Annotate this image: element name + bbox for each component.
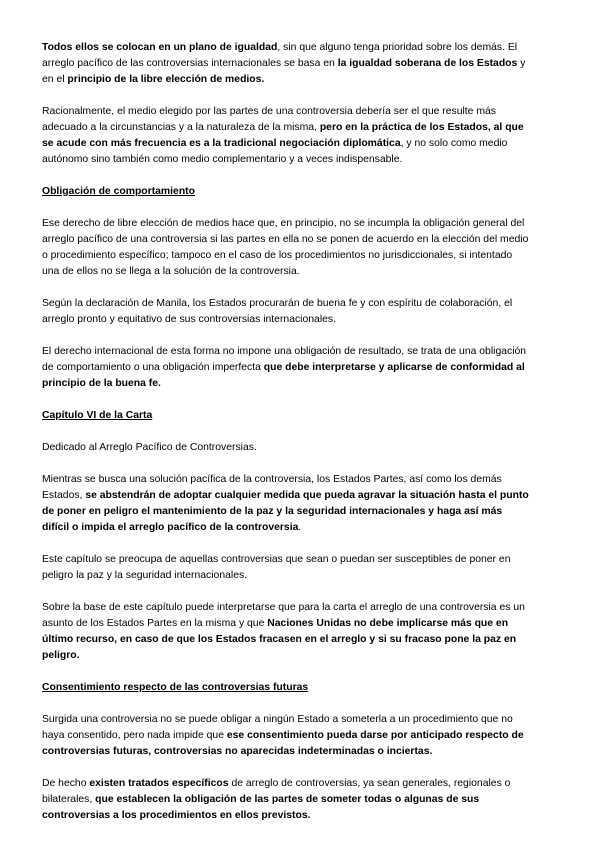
bold-text-run: la igualdad soberana de los Estados: [337, 58, 518, 69]
section-heading: Obligación de comportamiento: [42, 186, 195, 197]
paragraph: [42, 552, 532, 584]
text-run: , y no solo como medio autónomo sino también como medio complementario y a veces indispensable.: [42, 138, 508, 165]
bold-text-run: que debe interpretarse y aplicarse de conformidad al principio de la buena fe.: [42, 362, 525, 389]
bold-text-run: que establecen la obligación de las partes de someter todas o algunas de sus controversias a los procedimientos en ellos previstos.: [42, 794, 480, 821]
text-run: Este capítulo se preocupa de aquellas controversias que sean o puedan ser susceptibles de poner en peligro la paz y la seguridad internacionales.: [42, 554, 511, 581]
text-run: Mientras se busca una solución pacífica de la controversia, los Estados Partes, así como los demás Estados,: [42, 474, 502, 501]
text-run: Sobre la base de este capítulo puede interpretarse que para la carta el arreglo de una controversia es un asunto de los Estados Partes en la misma y que: [42, 602, 525, 629]
bold-text-run: ese consentimiento pueda darse por anticipado respecto de controversias futuras, controversias no aparecidas indeterminadas o inciertas.: [42, 730, 524, 757]
paragraph: [42, 344, 532, 392]
bold-text-run: principio de la libre elección de medios.: [67, 74, 265, 85]
bold-text-run: existen tratados específicos: [89, 778, 229, 789]
paragraph: [42, 216, 532, 280]
text-run: De hecho: [42, 778, 90, 789]
paragraph: [42, 440, 532, 456]
section-heading: Consentimiento respecto de las controversias futuras: [42, 682, 309, 693]
text-run: Dedicado al Arreglo Pacífico de Controversias.: [42, 442, 257, 453]
bold-text-run: Naciones Unidas no debe implicarse más que en último recurso, en caso de que los Estados fracasen en el arreglo y si su fracaso pone la paz en peligro.: [42, 618, 517, 661]
text-run: Ese derecho de libre elección de medios hace que, en principio, no se incumpla la obligación general del arreglo pacífico de una controversia si las partes en ella no se ponen de acuerdo en la elección del medio o procedimiento específico; tampoco en el caso de los procedimientos no jurisdiccionales, si intentado una de ellos no se llega a la solución de la controversia.: [42, 218, 529, 277]
text-run: de arreglo de controversias, ya sean generales, regionales o bilaterales,: [42, 778, 511, 805]
bold-text-run: Todos ellos se colocan en un plano de igualdad: [42, 42, 278, 53]
text-run: Racionalmente, el medio elegido por las partes de una controversia debería ser el que resulte más adecuado a la circunstancias y a la naturaleza de la misma,: [42, 106, 496, 133]
bold-text-run: pero en la práctica de los Estados, al que se acude con más frecuencia es a la tradicional negociación diplomática: [42, 122, 524, 149]
paragraph: [42, 40, 532, 88]
paragraph: [42, 776, 532, 824]
text-run: .: [298, 522, 302, 533]
section-heading: Capítulo VI de la Carta: [42, 410, 153, 421]
paragraph: [42, 296, 532, 328]
paragraph: [42, 104, 532, 168]
text-run: y en el: [42, 58, 526, 85]
paragraph: [42, 600, 532, 664]
bold-text-run: se abstendrán de adoptar cualquier medida que pueda agravar la situación hasta el punto de poner en peligro el mantenimiento de la paz y la seguridad internacionales y haga así más difícil o impida el arreglo pacífico de la controversia: [42, 490, 529, 533]
paragraph: [42, 472, 532, 536]
text-run: , sin que alguno tenga prioridad sobre los demás. El arreglo pacífico de las controversias internacionales se basa en: [42, 42, 518, 69]
text-run: El derecho internacional de esta forma no impone una obligación de resultado, se trata de una obligación de comportamiento o una obligación imperfecta: [42, 346, 527, 373]
paragraph: [42, 712, 532, 760]
text-run: Surgida una controversia no se puede obligar a ningún Estado a someterla a un procedimiento que no haya consentido, pero nada impide que: [42, 714, 513, 741]
document-body: [42, 40, 532, 824]
text-run: Según la declaración de Manila, los Estados procurarán de buena fe y con espíritu de colaboración, el arreglo pronto y equitativo de sus controversias internacionales.: [42, 298, 513, 325]
